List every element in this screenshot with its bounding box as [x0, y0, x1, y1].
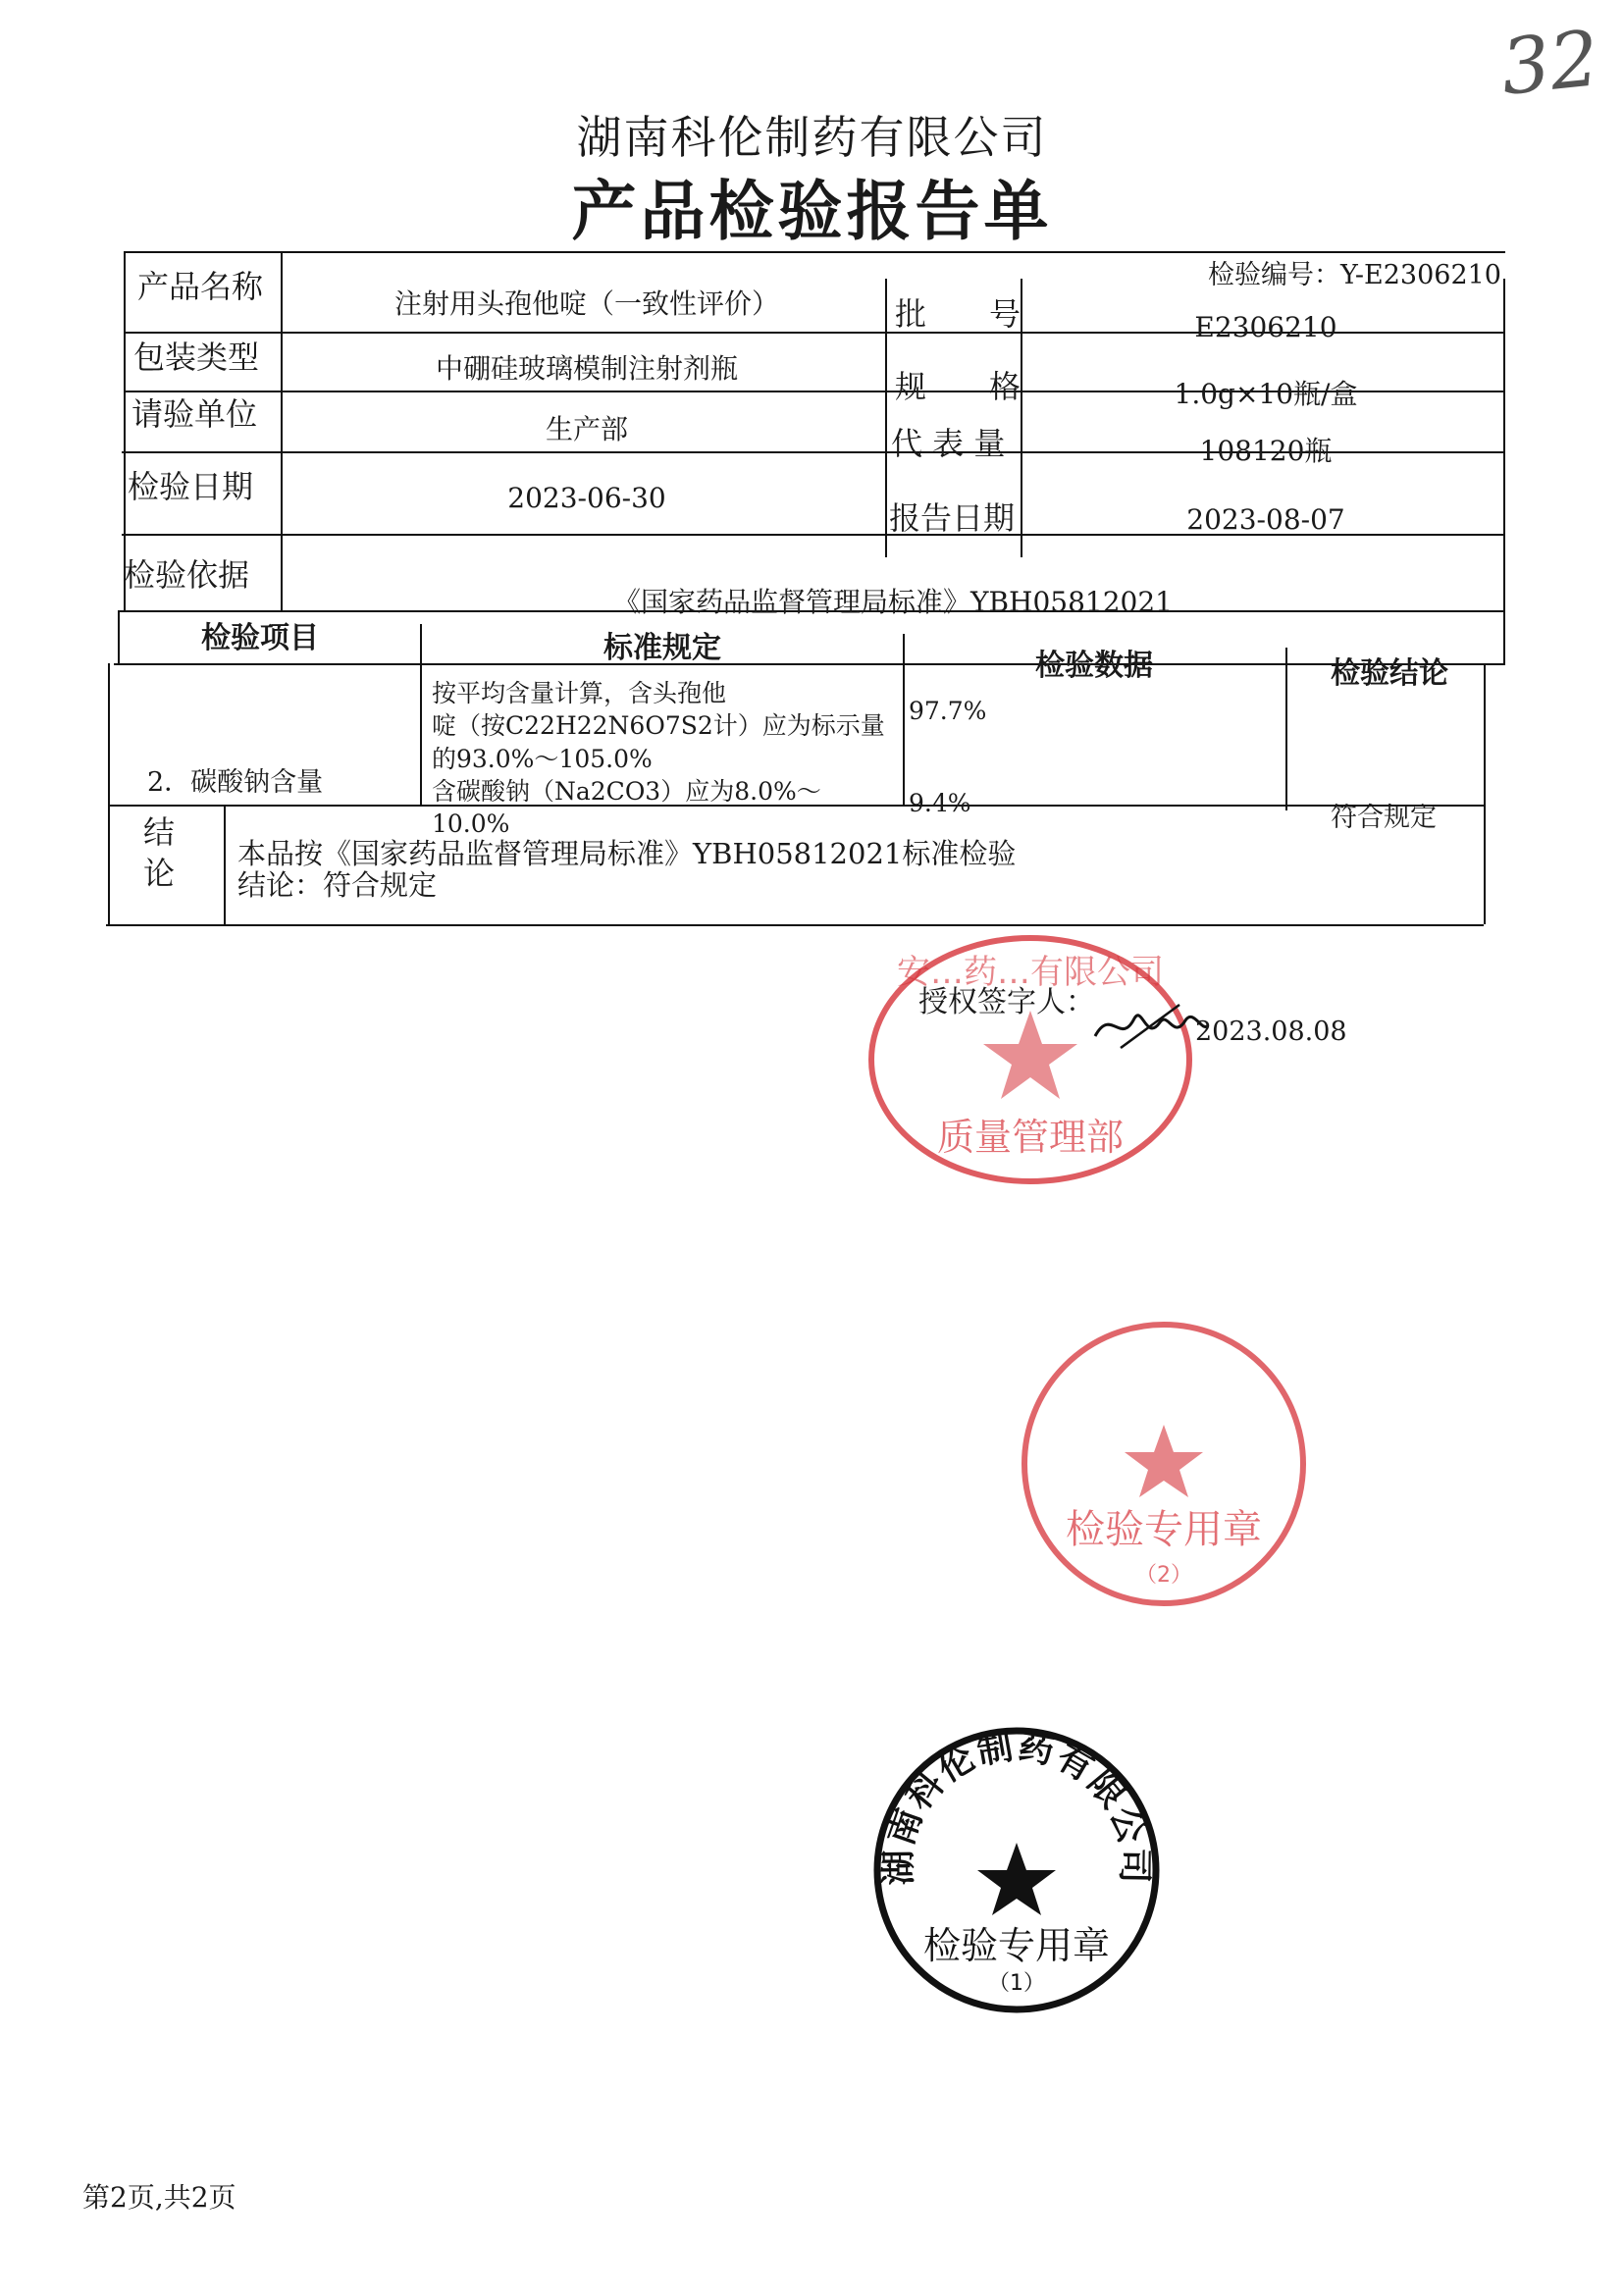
label-product-name: 产品名称: [137, 268, 264, 305]
standard-line: 啶（按C22H22N6O7S2计）应为标示量: [432, 711, 885, 741]
label-basis: 检验依据: [124, 556, 250, 594]
label-requester: 请验单位: [131, 395, 258, 433]
standard-line: 的93.0%～105.0%: [432, 744, 653, 773]
signatory-label: 授权签字人：: [918, 985, 1095, 1019]
label-batch-no: 批 号: [895, 295, 1022, 333]
conclusion-label-2: 论: [143, 855, 176, 892]
inspection-number: 检验编号：Y-E2306210: [1208, 260, 1501, 290]
inspection-seal-1: [869, 1723, 1164, 2017]
value-quantity: 108120瓶: [1199, 435, 1333, 467]
header-standard: 标准规定: [603, 631, 721, 665]
inspection-seal-2: [1017, 1317, 1311, 1611]
signatory-date: 2023.08.08: [1195, 1017, 1347, 1047]
seal-2-text: 检验专用章: [1066, 1507, 1262, 1552]
company-name: 湖南科伦制药有限公司: [576, 111, 1048, 164]
table-rule: [903, 634, 905, 805]
report-title: 产品检验报告单: [571, 174, 1053, 249]
conclusion-line-1: 本品按《国家药品监督管理局标准》YBH05812021标准检验: [237, 837, 1017, 870]
value-batch-no: E2306210: [1194, 311, 1337, 343]
seal-2-number: （2）: [1135, 1563, 1192, 1588]
value-inspection-date: 2023-06-30: [507, 482, 666, 514]
qa-stamp-ring-text: 安…药…有限公司: [897, 953, 1164, 992]
value-basis: 《国家药品监督管理局标准》YBH05812021: [613, 586, 1173, 618]
handwritten-page-mark: 32: [1496, 15, 1603, 113]
result-data-carbonate: 9.4%: [909, 789, 971, 817]
table-rule: [118, 610, 120, 663]
result-conclusion: 符合规定: [1331, 803, 1437, 833]
table-rule: [281, 251, 283, 610]
table-rule: [106, 924, 1484, 926]
value-spec: 1.0g×10瓶/盒: [1174, 378, 1358, 410]
table-rule: [1285, 648, 1287, 810]
result-data-content: 97.7%: [909, 697, 987, 725]
value-package-type: 中硼硅玻璃模制注射剂瓶: [435, 352, 738, 385]
standard-line: 按平均含量计算，含头孢他: [432, 679, 727, 707]
table-rule: [1021, 279, 1022, 557]
label-spec: 规 格: [895, 368, 1022, 405]
seal-1-text: 检验专用章: [922, 1924, 1111, 1967]
qa-stamp-text: 质量管理部: [936, 1116, 1125, 1159]
qa-dept-stamp: [864, 922, 1197, 1197]
header-test-item: 检验项目: [201, 621, 319, 655]
conclusion-label-1: 结: [143, 813, 176, 851]
page-footer: 第2页,共2页: [82, 2181, 236, 2214]
table-rule: [224, 805, 226, 924]
table-rule: [1503, 279, 1505, 663]
seal-1-ring-text: 湖南科伦制药有限公司: [878, 1726, 1155, 1886]
result-standard: [432, 677, 893, 840]
label-package-type: 包装类型: [133, 339, 260, 376]
table-rule: [108, 663, 110, 924]
header-data: 检验数据: [1035, 649, 1153, 683]
result-item: 2．碳酸钠含量: [147, 767, 324, 798]
seal-1-number: （1）: [988, 1971, 1045, 1996]
standard-line: 含碳酸钠（Na2CO3）应为8.0%～10.0%: [432, 776, 821, 838]
conclusion-line-2: 结论：符合规定: [237, 868, 438, 902]
table-rule: [124, 251, 1505, 253]
label-report-date: 报告日期: [889, 499, 1016, 537]
table-rule: [1484, 663, 1486, 924]
header-conclusion: 检验结论: [1331, 656, 1448, 691]
handwritten-signature: [1091, 997, 1209, 1056]
table-rule: [885, 279, 887, 557]
label-quantity: 代 表 量: [891, 425, 1006, 462]
value-product-name: 注射用头孢他啶（一致性评价）: [393, 287, 779, 320]
table-rule: [420, 624, 422, 805]
value-requester: 生产部: [545, 413, 628, 445]
label-inspection-date: 检验日期: [128, 468, 254, 505]
value-report-date: 2023-08-07: [1186, 503, 1345, 536]
